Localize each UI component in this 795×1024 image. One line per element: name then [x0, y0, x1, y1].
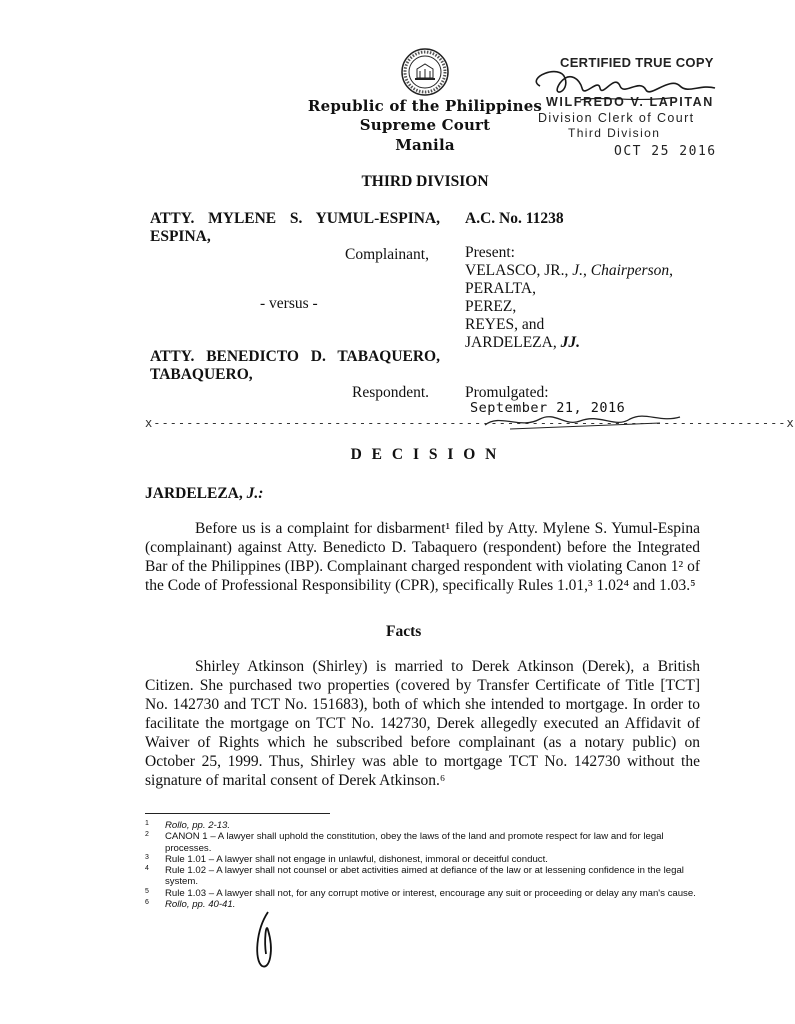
- decision-heading: D E C I S I O N: [350, 446, 500, 463]
- complainant-name: ATTY. MYLENE S. YUMUL-ESPINA,: [150, 210, 440, 227]
- certification-date-stamp: OCT 25 2016: [614, 144, 717, 159]
- versus-label: - versus -: [260, 295, 318, 312]
- facts-paragraph: Shirley Atkinson (Shirley) is married to Derek Atkinson (Derek), a British Citizen. She purchased two properties (covered by Transfer Certificate of Title [TCT] No. 142730 and TCT No. 151683), both of which she intended to mortgage. In order to facilitate the mortgage on TCT No. 142730, Derek allegedly executed an Affidavit of Waiver of Rights which he subscribed before complainant (as a notary public) on October 25, 1999. Thus, Shirley was able to mortgage TCT No. 142730 without the signature of marital consent of Derek Atkinson.⁶: [145, 658, 700, 789]
- supreme-court-seal-icon: [400, 47, 450, 97]
- justice-2: PERALTA,: [465, 280, 536, 297]
- intro-paragraph: Before us is a complaint for disbarment¹ filed by Atty. Mylene S. Yumul-Espina (complainant) against Atty. Benedicto D. Tabaquero (respondent) before the Integrated Bar of the Philippines (IBP). Complainant charged respondent with violating Canon 1² of the Code of Professional Responsibility (CPR), specifically Rules 1.01,³ 1.02⁴ and 1.03.⁵: [145, 520, 700, 594]
- justice-3: PEREZ,: [465, 298, 517, 315]
- clerk-office: Third Division: [568, 126, 661, 140]
- republic-heading: Republic of the Philippines: [307, 97, 543, 115]
- justice-1: VELASCO, JR., J., Chairperson,: [465, 262, 673, 279]
- footnote-4: 4 Rule 1.02 – A lawyer shall not counsel or abet activities aimed at defiance of the law or at lessening confidence in the legal system.: [145, 865, 684, 888]
- initial-mark-icon: [250, 910, 280, 970]
- footnote-separator: [145, 813, 330, 814]
- clerk-name: WILFREDO V. LAPITAN: [546, 95, 714, 109]
- division-heading: THIRD DIVISION: [361, 173, 489, 190]
- footnotes: [145, 820, 705, 910]
- footnote-2: 2 CANON 1 – A lawyer shall uphold the constitution, obey the laws of the land and promote respect for law and for legal processes.: [145, 831, 664, 854]
- clerk-position: Division Clerk of Court: [538, 111, 695, 125]
- dashed-separator: x-----------------------------------------------------------------------------x: [145, 416, 795, 430]
- court-heading: Supreme Court: [359, 116, 491, 134]
- footnote-1: 1 Rollo, pp. 2-13.: [145, 820, 231, 831]
- ponente: JARDELEZA, J.:: [145, 485, 264, 502]
- facts-heading: Facts: [386, 623, 422, 640]
- promulgated-label: Promulgated:: [465, 384, 549, 401]
- footnote-3: 3 Rule 1.01 – A lawyer shall not engage in unlawful, dishonest, immoral or deceitful conduct.: [145, 853, 548, 865]
- footnote-6: 6 Rollo, pp. 40-41.: [145, 899, 236, 911]
- promulgated-date: September 21, 2016: [470, 400, 626, 416]
- present-label: Present:: [465, 244, 515, 261]
- respondent-label: Respondent.: [352, 384, 430, 401]
- justice-5: JARDELEZA, JJ.: [465, 334, 580, 351]
- case-number: A.C. No. 11238: [465, 210, 564, 227]
- certified-true-copy-label: CERTIFIED TRUE COPY: [560, 55, 714, 70]
- justice-4: REYES, and: [465, 316, 545, 333]
- respondent-name: ATTY. BENEDICTO D. TABAQUERO,: [150, 348, 440, 365]
- complainant-label: Complainant,: [345, 246, 429, 263]
- signature-icon: [520, 58, 720, 108]
- city-heading: Manila: [395, 136, 455, 154]
- complainant-name-cont: ESPINA,: [150, 228, 211, 245]
- footnote-5: 5 Rule 1.03 – A lawyer shall not, for any corrupt motive or interest, encourage any suit or proceeding or delay any man's cause.: [145, 887, 696, 899]
- respondent-name-cont: TABAQUERO,: [150, 366, 253, 383]
